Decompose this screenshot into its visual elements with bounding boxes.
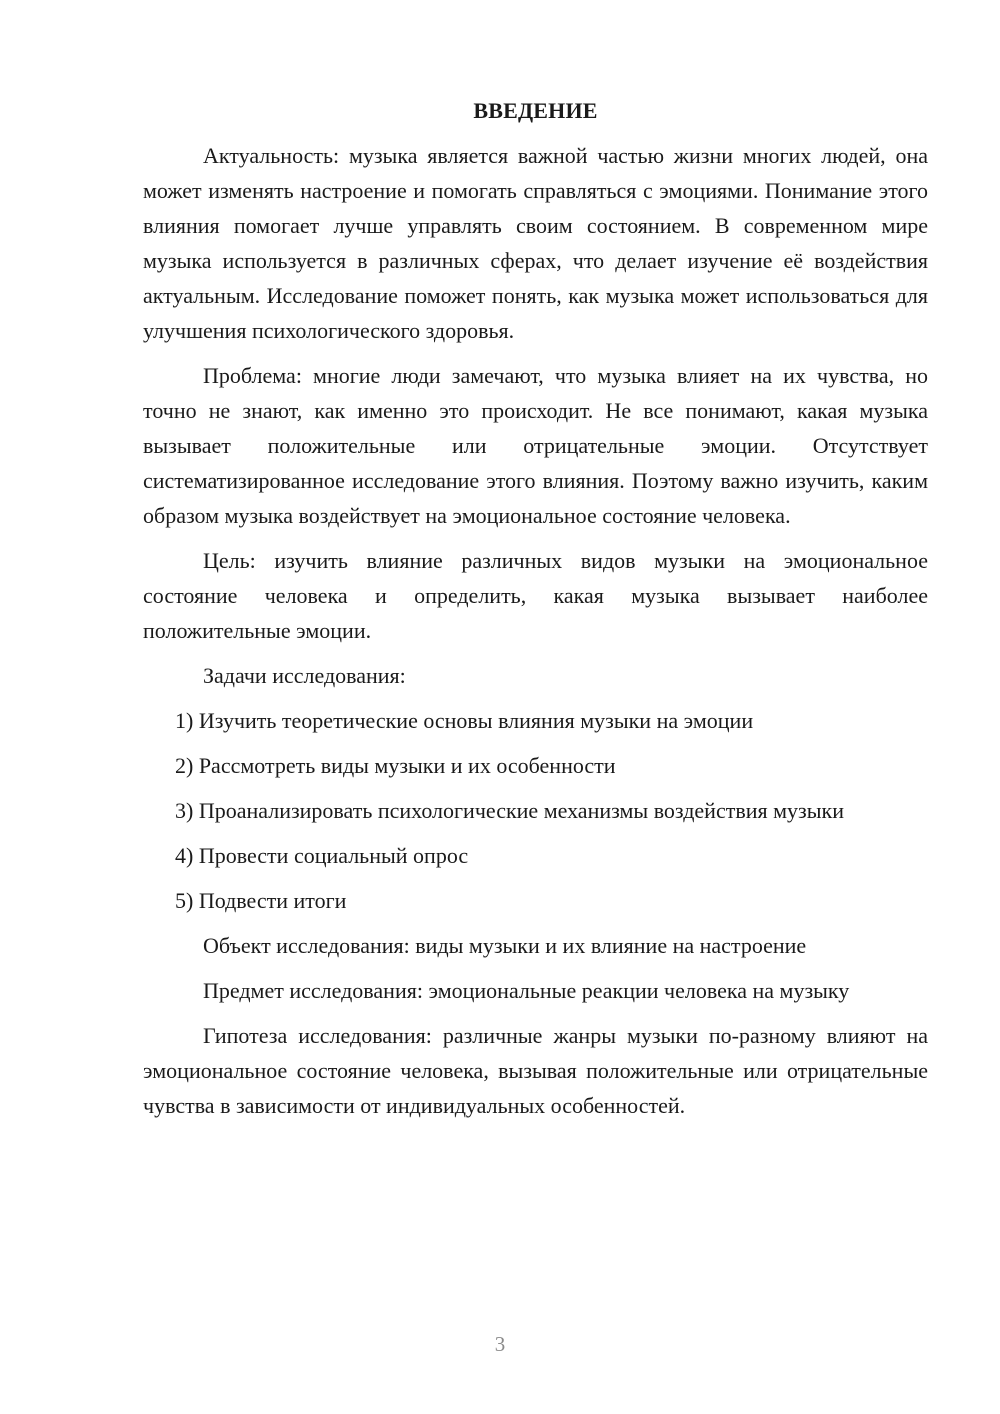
list-item: 1) Изучить теоретические основы влияния музыки на эмоции (175, 708, 754, 733)
paragraph-object: Объект исследования: виды музыки и их влияние на настроение (203, 933, 807, 958)
page-title: ВВЕДЕНИЕ (473, 98, 598, 123)
tasks-heading: Задачи исследования: (203, 663, 406, 688)
paragraph-subject: Предмет исследования: эмоциональные реакции человека на музыку (203, 978, 850, 1003)
list-item: 2) Рассмотреть виды музыки и их особенности (175, 753, 616, 778)
page-number: 3 (494, 1332, 506, 1356)
paragraph-relevance: Актуальность: музыка является важной частью жизни многих людей, она может изменять настроение и помогать справляться с эмоциями. Понимание этого влияния помогает лучше управлять своим состоянием. В современном мире музыка используется в различных сферах, что делает изучение её воздействия актуальным. Исследование поможет понять, как музыка может использоваться для улучшения психологического здоровья. (143, 143, 928, 343)
paragraph-problem: Проблема: многие люди замечают, что музыка влияет на их чувства, но точно не знают, как именно это происходит. Не все понимают, какая музыка вызывает положительные или отрицательные эмоции. Отсутствует систематизированное исследование этого влияния. Поэтому важно изучить, каким образом музыка воздействует на эмоциональное состояние человека. (143, 363, 928, 528)
list-item: 5) Подвести итоги (175, 888, 347, 913)
document-page (143, 96, 928, 1123)
paragraph-hypothesis: Гипотеза исследования: различные жанры музыки по-разному влияют на эмоциональное состояние человека, вызывая положительные или отрицательные чувства в зависимости от индивидуальных особенностей. (143, 1023, 928, 1118)
list-item: 4) Провести социальный опрос (175, 843, 469, 868)
list-item: 3) Проанализировать психологические механизмы воздействия музыки (175, 798, 844, 823)
paragraph-goal: Цель: изучить влияние различных видов музыки на эмоциональное состояние человека и определить, какая музыка вызывает наиболее положительные эмоции. (143, 548, 928, 643)
